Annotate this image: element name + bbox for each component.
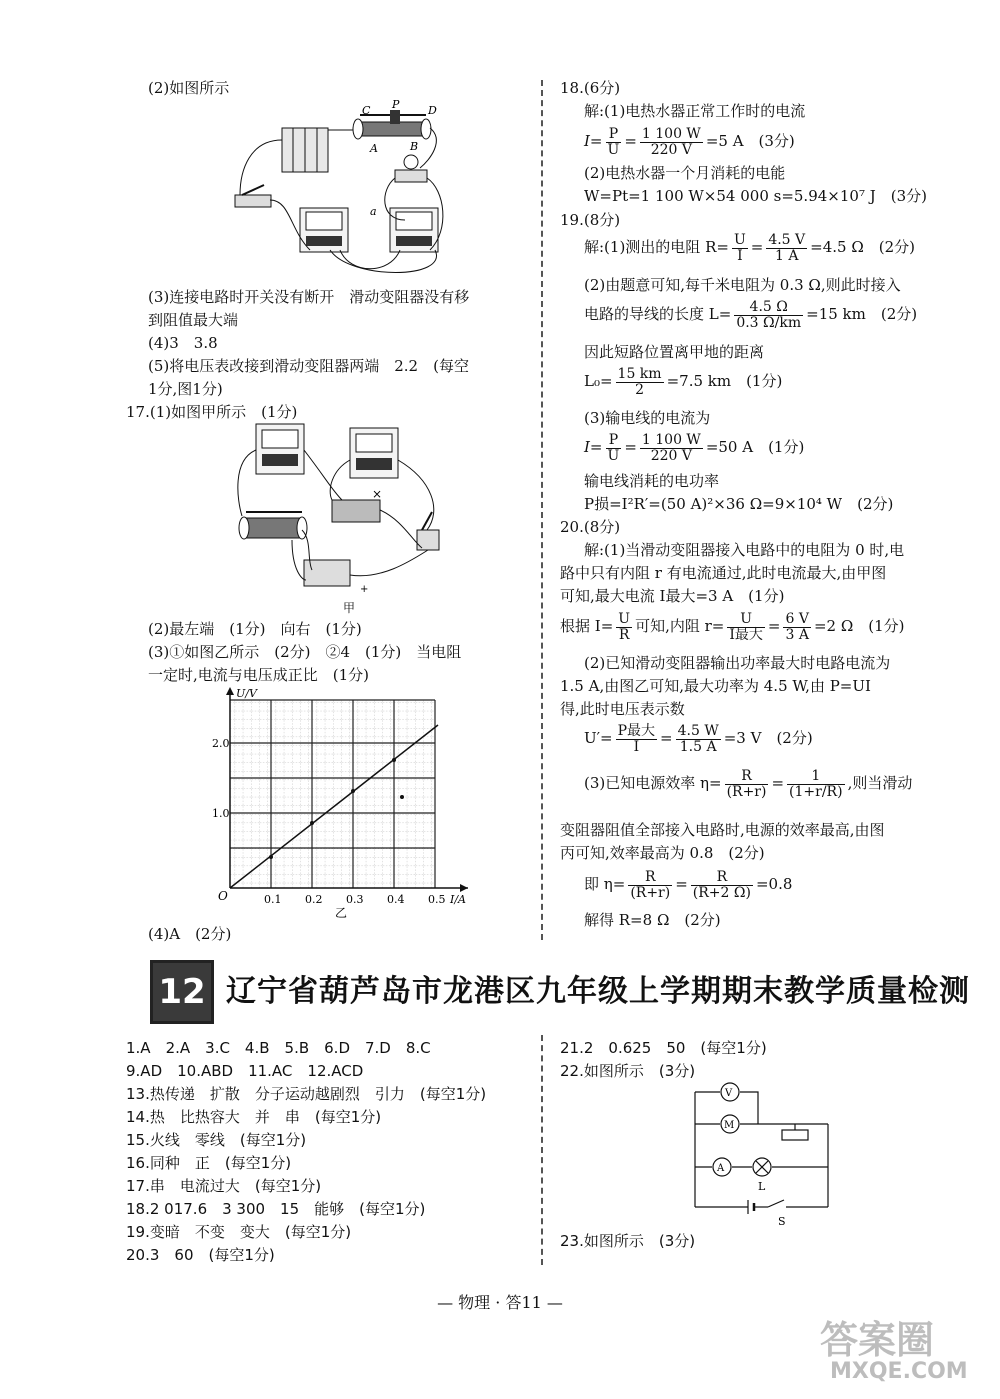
data-point — [351, 789, 355, 793]
answer-16-2: (2)如图所示 — [148, 79, 230, 97]
q20-part2c: 得,此时电压表示数 — [560, 700, 685, 718]
answer-22: 22.如图所示 (3分) — [560, 1062, 696, 1080]
q20-part3e: 解得 R=8 Ω (2分) — [584, 911, 721, 929]
q19-header: 19.(8分) — [560, 211, 621, 229]
label-D: D — [428, 104, 437, 117]
q18-formula1: I= $\frac{P}{U}$ = $\frac{1 100 W}{220 V}$ =5 A (3分) — [584, 125, 795, 158]
answer-line: 18.2 017.6 3 300 15 能够 (每空1分) — [126, 1200, 426, 1218]
svg-text:×: × — [372, 487, 383, 501]
answer-17-2: (2)最左端 (1分) 向右 (1分) — [148, 620, 362, 638]
q20-part1b: 路中只有内阻 r 有电流通过,此时电流最大,由甲图 — [560, 564, 887, 582]
column-divider — [541, 80, 543, 940]
watermark-mark: 答案圈 — [820, 1318, 935, 1362]
answer-line: 19.变暗 不变 变大 (每空1分) — [126, 1223, 352, 1241]
answer-16-3b: 到阻值最大端 — [148, 311, 239, 329]
answer-17-1: 17.(1)如图甲所示 (1分) — [126, 403, 298, 421]
label-P: P — [392, 100, 400, 111]
answer-line: 17.串 电流过大 (每空1分) — [126, 1177, 322, 1195]
graph-yi — [210, 685, 480, 920]
answer-line: 1.A 2.A 3.C 4.B 5.B 6.D 7.D 8.C — [126, 1039, 431, 1057]
svg-text:0.3: 0.3 — [346, 893, 364, 906]
answer-line: 16.同种 正 (每空1分) — [126, 1154, 292, 1172]
figure-caption-jia: 甲 — [343, 601, 356, 615]
answer-line: 15.火线 零线 (每空1分) — [126, 1131, 307, 1149]
data-point — [310, 821, 314, 825]
graph-caption: 乙 — [335, 906, 348, 920]
answer-line: 20.3 60 (每空1分) — [126, 1246, 275, 1264]
answer-23: 23.如图所示 (3分) — [560, 1232, 696, 1250]
q19-part2d: L₀= $\frac{15 km}{2}$ =7.5 km (1分) — [584, 365, 783, 398]
graph-origin: O — [218, 889, 228, 903]
q20-part1a: 解:(1)当滑动变阻器接入电路中的电阻为 0 时,电 — [584, 541, 905, 559]
data-point — [400, 795, 404, 799]
answer-16-5b: 1分,图1分) — [148, 380, 223, 398]
q20-part1d: 根据 I= $\frac{U}{R}$ 可知,内阻 r= $\frac{U}{\text{I最大}}$ = $\frac{6 V}{3 A}$ =2 Ω (1分) — [560, 610, 905, 643]
q18-part1: 解:(1)电热水器正常工作时的电流 — [584, 102, 806, 120]
q20-part3d: 即 η= $\frac{R}{(R+r)}$ = $\frac{R}{(R+2 \Omega)}$ =0.8 — [584, 868, 793, 901]
data-point — [269, 855, 273, 859]
label-B: B — [410, 140, 419, 153]
q19-formula3: I= $\frac{P}{U}$ = $\frac{1 100 W}{220 V}$ =50 A (1分) — [584, 431, 805, 464]
watermark-logo — [820, 1320, 968, 1384]
q18-header: 18.(6分) — [560, 79, 621, 97]
q19-part2c: 因此短路位置离甲地的距离 — [584, 343, 765, 361]
q20-part2d: U′= $\frac{\text{P最大}}{I}$ = $\frac{4.5 W}{1.5 A}$ =3 V (2分) — [584, 722, 813, 755]
watermark-site: MXQE.COM — [830, 1359, 968, 1384]
q20-part3b: 变阻器阻值全部接入电路时,电源的效率最高,由图 — [560, 821, 885, 839]
answer-17-3b: 一定时,电流与电压成正比 (1分) — [148, 666, 370, 684]
circuit-figure-jia — [232, 420, 462, 600]
label-A: A — [370, 142, 378, 155]
answer-17-3a: (3)①如图乙所示 (2分) ②4 (1分) 当电阻 — [148, 643, 462, 661]
data-point — [392, 758, 396, 762]
svg-text:2.0: 2.0 — [212, 737, 230, 750]
q19-part1: 解:(1)测出的电阻 R= $\frac{U}{I}$ = $\frac{4.5 V}{1 A}$ =4.5 Ω (2分) — [584, 231, 916, 264]
q19-part2a: (2)由题意可知,每千米电阻为 0.3 Ω,则此时接入 — [584, 276, 901, 294]
svg-text:0.2: 0.2 — [305, 893, 323, 906]
meter-V-label: V — [725, 1088, 733, 1099]
answer-17-4: (4)A (2分) — [148, 925, 232, 943]
q20-part3a: (3)已知电源效率 η= $\frac{R}{(R+r)}$ = $\frac{1}{(1+r/R)}$ ,则当滑动 — [584, 767, 913, 800]
answer-16-4: (4)3 3.8 — [148, 334, 218, 352]
label-a: a — [370, 205, 377, 218]
q18-formula2: W=Pt=1 100 W×54 000 s=5.94×10⁷ J (3分) — [584, 187, 927, 205]
section-number-badge: 12 — [150, 960, 214, 1024]
svg-text:0.4: 0.4 — [387, 893, 405, 906]
q18-part2: (2)电热水器一个月消耗的电能 — [584, 164, 786, 182]
q19-part3: (3)输电线的电流为 — [584, 409, 711, 427]
q19-part3c: P损=I²R′=(50 A)²×36 Ω=9×10⁴ W (2分) — [584, 495, 894, 513]
graph-x-label: I/A — [450, 893, 466, 906]
q20-part1c: 可知,最大电流 I最大=3 A (1分) — [560, 587, 785, 605]
q20-header: 20.(8分) — [560, 518, 621, 536]
q19-part2b: 电路的导线的长度 L= $\frac{4.5 \Omega}{0.3 \Omega/km}$ =15 km (2分) — [584, 298, 918, 331]
meter-A-label: A — [717, 1163, 725, 1174]
q20-part2b: 1.5 A,由图乙可知,最大功率为 4.5 W,由 P=UI — [560, 677, 871, 695]
circuit-figure-1 — [230, 100, 460, 280]
lamp-L-label: L — [758, 1180, 766, 1193]
q20-part3c: 丙可知,效率最高为 0.8 (2分) — [560, 844, 765, 862]
page-footer: — 物理 · 答11 — — [437, 1293, 563, 1312]
answer-line: 13.热传递 扩散 分子运动越剧烈 引力 (每空1分) — [126, 1085, 487, 1103]
answer-16-5a: (5)将电压表改接到滑动变阻器两端 2.2 (每空 — [148, 357, 469, 375]
q19-part3b: 输电线消耗的电功率 — [584, 472, 720, 490]
q20-part2a: (2)已知滑动变阻器输出功率最大时电路电流为 — [584, 654, 891, 672]
section-title: 辽宁省葫芦岛市龙港区九年级上学期期末教学质量检测 — [226, 974, 970, 1009]
svg-text:1.0: 1.0 — [212, 807, 230, 820]
switch-S-label: S — [778, 1215, 786, 1227]
answer-21: 21.2 0.625 50 (每空1分) — [560, 1039, 767, 1057]
answer-line: 14.热 比热容大 并 串 (每空1分) — [126, 1108, 382, 1126]
answer-16-3a: (3)连接电路时开关没有断开 滑动变阻器没有移 — [148, 288, 470, 306]
svg-text:0.5: 0.5 — [428, 893, 446, 906]
graph-y-label: U/V — [236, 687, 257, 700]
label-C: C — [362, 104, 371, 117]
circuit-figure-22 — [690, 1082, 840, 1227]
column-divider-bottom — [541, 1035, 543, 1265]
svg-text:+: + — [360, 584, 369, 595]
svg-text:0.1: 0.1 — [264, 893, 282, 906]
meter-M-label: M — [724, 1120, 735, 1131]
answer-line: 9.AD 10.ABD 11.AC 12.ACD — [126, 1062, 364, 1080]
